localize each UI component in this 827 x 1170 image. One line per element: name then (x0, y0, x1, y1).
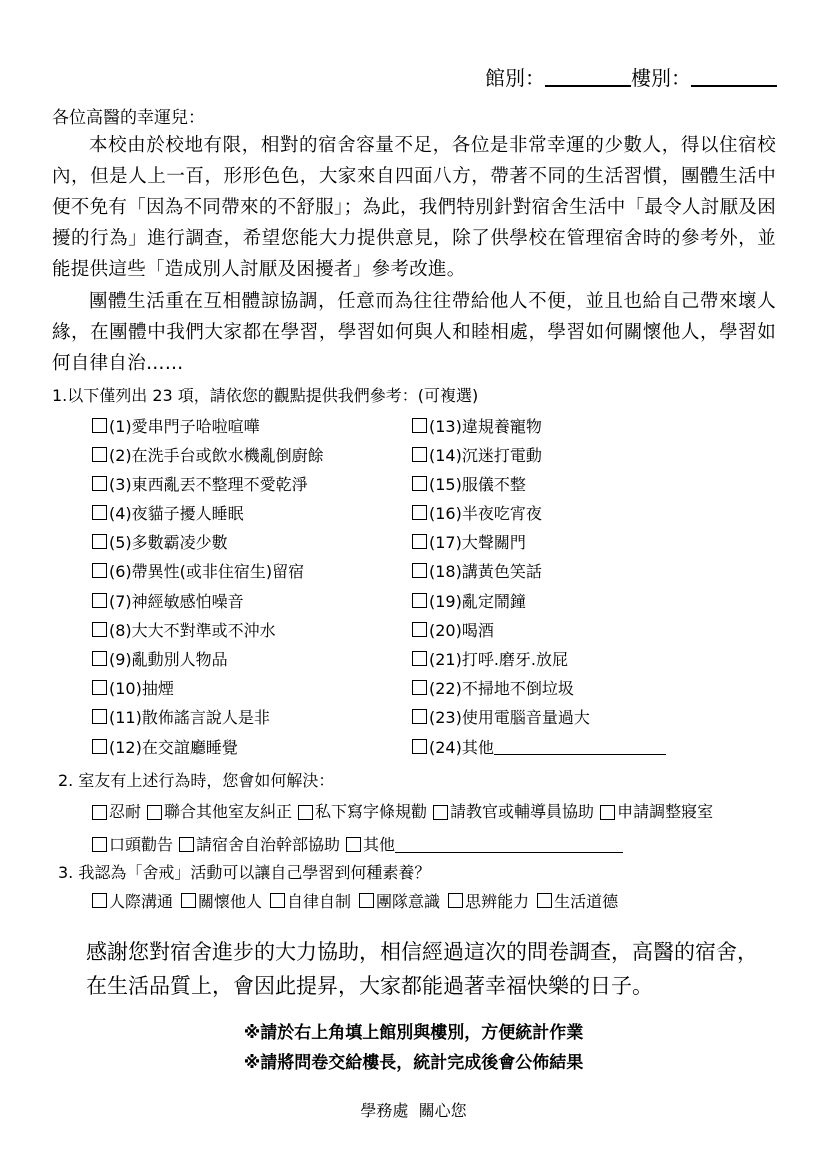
other-field[interactable] (395, 836, 623, 853)
q1-option-other[interactable]: (24)其他 (412, 734, 666, 758)
checkbox[interactable] (92, 418, 107, 433)
q3-option[interactable]: 生活道德 (537, 888, 618, 912)
floor-field[interactable] (691, 65, 777, 87)
q2-option-other[interactable]: 其他 (346, 830, 623, 860)
q1-option[interactable]: (11)散佈謠言說人是非 (92, 705, 324, 729)
q3-option[interactable]: 思辨能力 (448, 888, 529, 912)
q2-option[interactable]: 聯合其他室友糾正 (147, 797, 292, 827)
q2-option[interactable]: 請教官或輔導員協助 (433, 797, 594, 827)
checkbox[interactable] (92, 476, 107, 491)
checkbox[interactable] (412, 622, 427, 637)
q1-option[interactable]: (10)抽煙 (92, 676, 324, 700)
checkbox[interactable] (600, 805, 615, 820)
checkbox[interactable] (448, 893, 463, 908)
q1-option[interactable]: (16)半夜吃宵夜 (412, 501, 666, 525)
checkbox[interactable] (412, 563, 427, 578)
q1-option[interactable]: (2)在洗手台或飲水機亂倒廚餘 (92, 442, 324, 466)
question-3-title: 3. 我認為「舍戒」活動可以讓自己學習到何種素養？ (58, 863, 431, 882)
q3-options (92, 888, 626, 912)
q3-option[interactable]: 自律自制 (270, 888, 351, 912)
q1-option[interactable]: (6)帶異性(或非住宿生)留宿 (92, 559, 324, 583)
q3-option[interactable]: 關懷他人 (181, 888, 262, 912)
note-2: ※請將問卷交給樓長，統計完成後會公佈結果 (243, 1053, 584, 1073)
checkbox[interactable] (179, 837, 194, 852)
intro-paragraph-1: 本校由於校地有限，相對的宿舍容量不足，各位是非常幸運的少數人，得以住宿校內，但是人上一百，形形色色，大家來自四面八方，帶著不同的生活習慣，團體生活中便不免有「因為不同帶來的不舒服」；為此，我們特別針對宿舍生活中「最令人討厭及困擾的行為」進行調查，希望您能大力提供意見，除了供學校在管理宿舍時的參考外，並能提供這些「造成別人討厭及困擾者」參考改進。 (52, 135, 776, 280)
question-1-title: 1.以下僅列出 23 項，請依您的觀點提供我們參考：(可複選) (52, 386, 479, 405)
floor-label: 樓別： (631, 66, 691, 90)
checkbox[interactable] (147, 805, 162, 820)
q2-option[interactable]: 口頭勸告 (92, 830, 173, 860)
q3-option[interactable]: 團隊意識 (359, 888, 440, 912)
checkbox[interactable] (92, 680, 107, 695)
thanks-message: 感謝您對宿舍進步的大力協助，相信經過這次的問卷調查，高醫的宿舍，在生活品質上，會因此提昇，大家都能過著幸福快樂的日子。 (86, 940, 758, 998)
checkbox[interactable] (92, 534, 107, 549)
q1-option[interactable]: (17)大聲關門 (412, 530, 666, 554)
q1-right-column (412, 413, 666, 763)
checkbox[interactable] (181, 893, 196, 908)
checkbox[interactable] (412, 505, 427, 520)
checkbox[interactable] (537, 893, 552, 908)
checkbox[interactable] (92, 505, 107, 520)
checkbox[interactable] (412, 593, 427, 608)
q1-option[interactable]: (22)不掃地不倒垃圾 (412, 676, 666, 700)
intro-paragraph-2: 團體生活重在互相體諒協調，任意而為往往帶給他人不便，並且也給自己帶來壞人緣，在團體中我們大家都在學習，學習如何與人和睦相處，學習如何關懷他人，學習如何自律自治…… (52, 291, 776, 374)
checkbox[interactable] (412, 418, 427, 433)
checkbox[interactable] (412, 680, 427, 695)
q2-options (92, 797, 782, 862)
q1-option[interactable]: (8)大大不對準或不沖水 (92, 617, 324, 641)
hall-label: 館別： (485, 66, 545, 90)
q1-option[interactable]: (13)違規養寵物 (412, 413, 666, 437)
q3-option[interactable]: 人際溝通 (92, 888, 173, 912)
checkbox[interactable] (412, 709, 427, 724)
q1-option[interactable]: (21)打呼.磨牙.放屁 (412, 647, 666, 671)
q1-option[interactable]: (12)在交誼廳睡覺 (92, 734, 324, 758)
checkbox[interactable] (412, 534, 427, 549)
checkbox[interactable] (412, 651, 427, 666)
checkbox[interactable] (298, 805, 313, 820)
q2-option[interactable]: 申請調整寢室 (600, 797, 713, 827)
q1-option[interactable]: (18)講黃色笑話 (412, 559, 666, 583)
q2-option[interactable]: 請宿舍自治幹部協助 (179, 830, 340, 860)
note-1: ※請於右上角填上館別與樓別，方便統計作業 (243, 1023, 584, 1043)
q1-option[interactable]: (5)多數霸凌少數 (92, 530, 324, 554)
checkbox[interactable] (433, 805, 448, 820)
checkbox[interactable] (92, 563, 107, 578)
checkbox[interactable] (92, 593, 107, 608)
q1-option[interactable]: (9)亂動別人物品 (92, 647, 324, 671)
header-fields (485, 62, 777, 91)
checkbox[interactable] (412, 739, 427, 754)
hall-field[interactable] (545, 65, 631, 87)
checkbox[interactable] (92, 739, 107, 754)
other-field[interactable] (494, 738, 666, 755)
q1-option[interactable]: (20)喝酒 (412, 617, 666, 641)
checkbox[interactable] (92, 709, 107, 724)
q1-option[interactable]: (3)東西亂丟不整理不愛乾淨 (92, 471, 324, 495)
checkbox[interactable] (270, 893, 285, 908)
q1-option[interactable]: (15)服儀不整 (412, 471, 666, 495)
question-2-title: 2. 室友有上述行為時，您會如何解決： (58, 771, 335, 790)
signature: 學務處 關心您 (360, 1101, 467, 1120)
checkbox[interactable] (92, 447, 107, 462)
q1-option[interactable]: (23)使用電腦音量過大 (412, 705, 666, 729)
greeting: 各位高醫的幸運兒： (52, 108, 205, 128)
q1-option[interactable]: (19)亂定鬧鐘 (412, 588, 666, 612)
q1-left-column (92, 413, 324, 763)
q2-option[interactable]: 忍耐 (92, 797, 141, 827)
checkbox[interactable] (92, 837, 107, 852)
q1-option[interactable]: (14)沉迷打電動 (412, 442, 666, 466)
checkbox[interactable] (359, 893, 374, 908)
q1-option[interactable]: (1)愛串門子哈啦喧嘩 (92, 413, 324, 437)
q1-option[interactable]: (7)神經敏感怕噪音 (92, 588, 324, 612)
checkbox[interactable] (92, 893, 107, 908)
checkbox[interactable] (412, 447, 427, 462)
notes (0, 1018, 827, 1078)
checkbox[interactable] (92, 805, 107, 820)
q1-option[interactable]: (4)夜貓子擾人睡眠 (92, 501, 324, 525)
q2-option[interactable]: 私下寫字條規勸 (298, 797, 427, 827)
checkbox[interactable] (346, 837, 361, 852)
checkbox[interactable] (92, 622, 107, 637)
checkbox[interactable] (92, 651, 107, 666)
checkbox[interactable] (412, 476, 427, 491)
